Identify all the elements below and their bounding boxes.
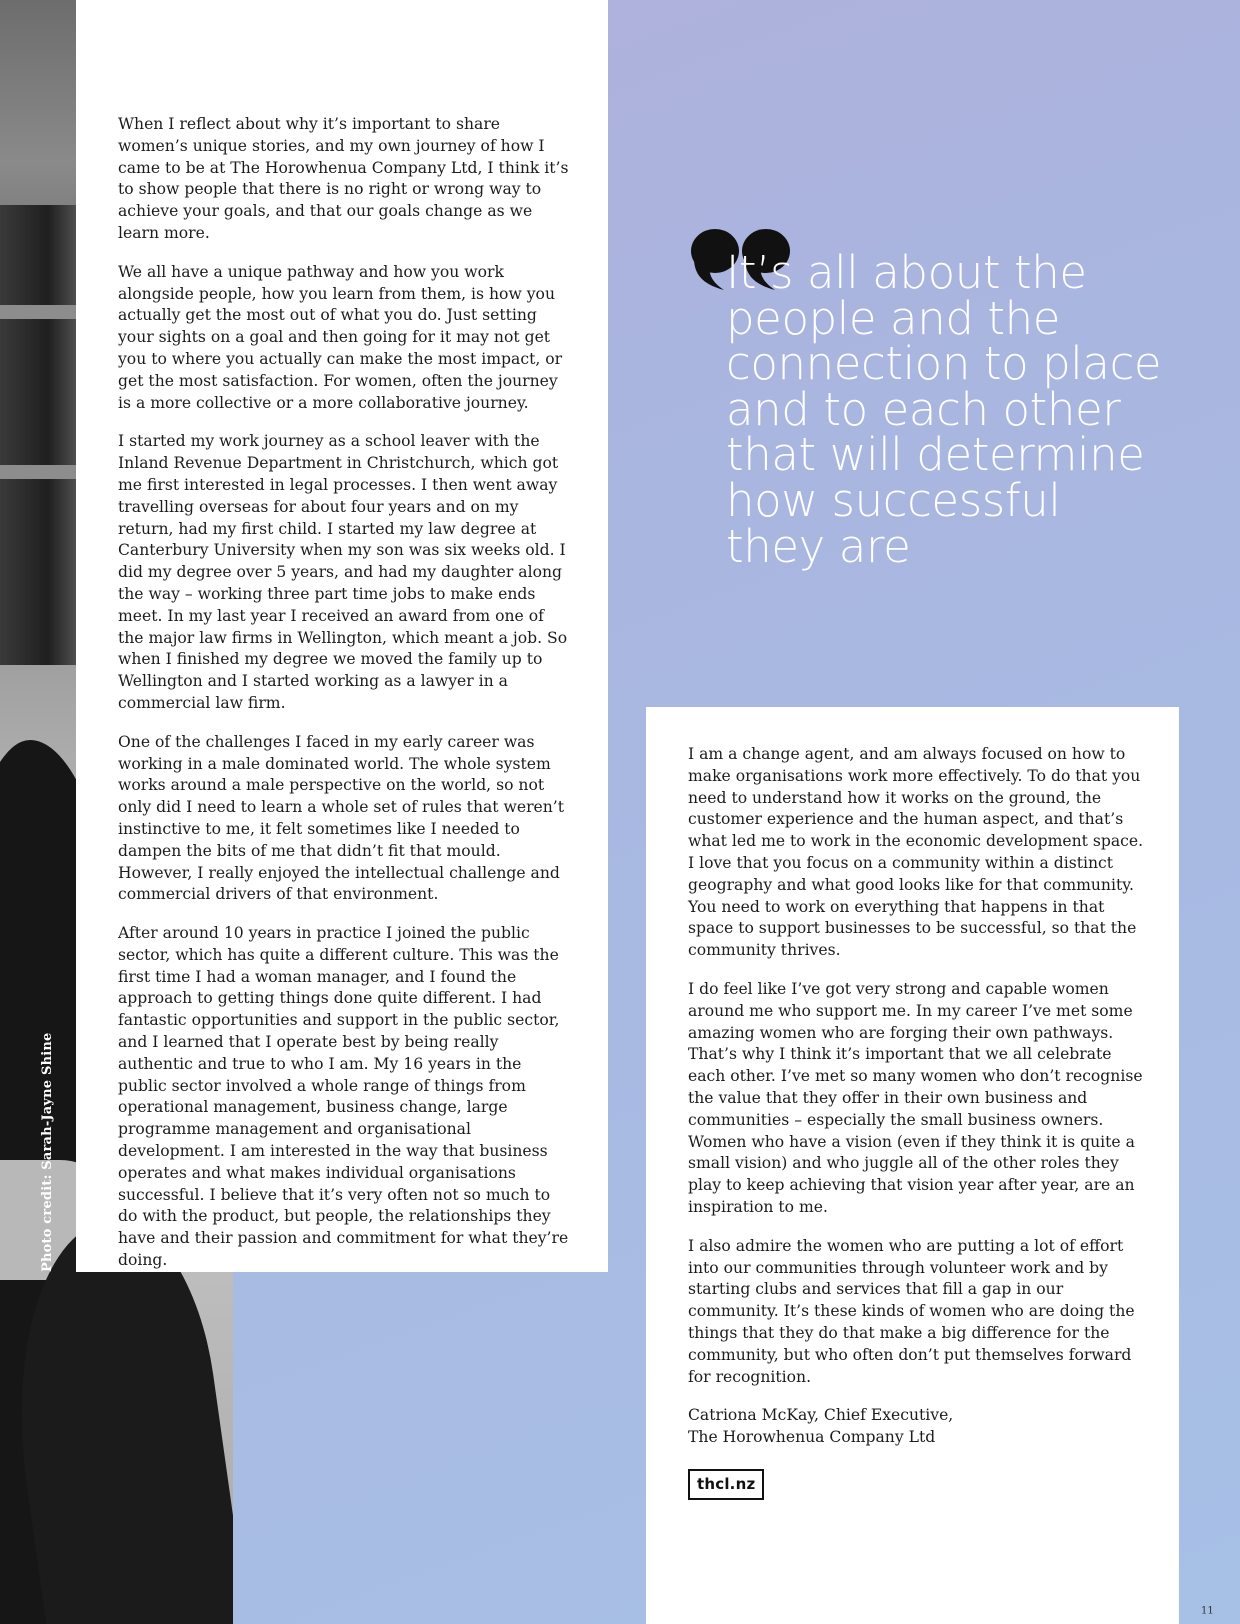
photo-credit: Photo credit: Sarah-Jayne Shine: [40, 1032, 55, 1272]
pull-quote: [688, 226, 1162, 636]
paragraph: When I reflect about why it’s important to share women’s unique stories, and my own journey of how I came to be at The Horowhenua Company Ltd, I think it’s to show people that there is no right or wrong way to achieve your goals, and that our goals change as we learn more.: [118, 115, 569, 242]
page-number: 11: [1201, 1605, 1214, 1617]
left-column-text: [118, 114, 574, 1289]
left-text-panel: [76, 0, 608, 1272]
paragraph: I started my work journey as a school leaver with the Inland Revenue Department in Christchurch, which got me first interested in legal processes. I then went away travelling overseas for about four years and on my return, had my first child. I started my law degree at Canterbury University when my son was six weeks old. I did my degree over 5 years, and had my daughter along the way – working three part time jobs to make ends meet. In my last year I received an award from one of the major law firms in Wellington, which meant a job. So when I finished my degree we moved the family up to Wellington and I started working as a lawyer in a commercial law firm.: [118, 432, 568, 712]
photo-window: [0, 205, 80, 665]
pull-quote-text: It’s all about the people and the connection to place and to each other that will determine how successful they are: [726, 246, 1162, 573]
right-column-text: [688, 744, 1148, 1500]
paragraph: I am a change agent, and am always focused on how to make organisations work more effectively. To do that you need to understand how it works on the ground, the customer experience and the human aspect, and that’s what led me to work in the economic development space. I love that you focus on a community within a distinct geography and what good looks like for that community. You need to work on everything that happens in that space to support businesses to be successful, so that the community thrives.: [688, 745, 1144, 960]
paragraph: I do feel like I’ve got very strong and capable women around me who support me. In my career I’ve met some amazing women who are forging their own pathways. That’s why I think it’s important that we all celebrate each other. I’ve met so many women who don’t recognise the value that they offer in their own business and communities – especially the small business owners. Women who have a vision (even if they think it is quite a small vision) and who juggle all of the other roles they play to keep achieving that vision year after year, are an inspiration to me.: [688, 979, 1143, 1216]
paragraph: I also admire the women who are putting a lot of effort into our communities through volunteer work and by starting clubs and services that fill a gap in our community. It’s these kinds of women who are doing the things that they do that make a big difference for the community, but who often don’t put themselves forward for recognition.: [688, 1236, 1135, 1386]
signature-company: The Horowhenua Company Ltd: [688, 1428, 936, 1447]
paragraph: We all have a unique pathway and how you work alongside people, how you learn from them, is how you actually get the most out of what you do. Just setting your sights on a goal and then going for it may not get you to where you actually can make the most impact, or get the most satisfaction. For women, often the journey is a more collective or a more collaborative journey.: [118, 262, 563, 412]
website-link[interactable]: thcl.nz: [688, 1469, 764, 1500]
paragraph: One of the challenges I faced in my early career was working in a male dominated world. The whole system works around a male perspective on the world, so not only did I need to learn a whole set of rules that weren’t instinctive to me, it felt sometimes like I needed to dampen the bits of me that didn’t fit that mould. However, I really enjoyed the intellectual challenge and commercial drivers of that environment.: [118, 732, 565, 904]
photo-window-bar: [0, 465, 80, 479]
paragraph: After around 10 years in practice I joined the public sector, which has quite a different culture. This was the first time I had a woman manager, and I found the approach to getting things done quite different. I had fantastic opportunities and support in the public sector, and I learned that I operate best by being really authentic and true to who I am. My 16 years in the public sector involved a whole range of things from operational management, business change, large programme management and organisational development. I am interested in the way that business operates and what makes individual organisations successful. I believe that it’s very often not so much to do with the product, but people, the relationships they have and their passion and commitment for what they’re doing.: [118, 924, 569, 1270]
right-text-panel: [646, 707, 1179, 1624]
signature-name: Catriona McKay, Chief Executive,: [688, 1406, 954, 1425]
photo-window-bar: [0, 305, 80, 319]
